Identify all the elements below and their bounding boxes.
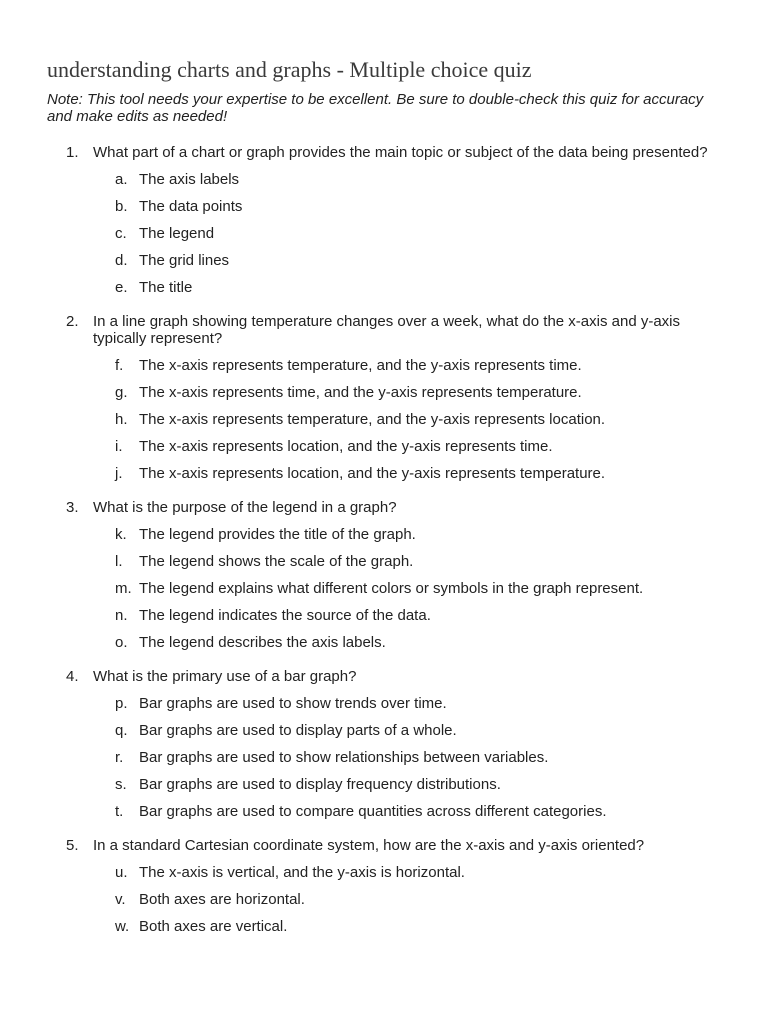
question-item <box>47 837 727 935</box>
option-text: Bar graphs are used to show trends over time. <box>139 695 447 712</box>
option-text: The legend explains what different colors or symbols in the graph represent. <box>139 580 644 597</box>
option-letter: v. <box>115 891 126 908</box>
option-letter: k. <box>115 526 127 543</box>
option-text: Bar graphs are used to display parts of a whole. <box>139 722 457 739</box>
document-note: Note: This tool needs your expertise to be excellent. Be sure to double-check this quiz for accuracy and make edits as needed! <box>47 91 704 125</box>
question-number: 5. <box>66 837 79 854</box>
option-item <box>47 279 727 296</box>
option-text: The x-axis represents time, and the y-axis represents temperature. <box>139 384 582 401</box>
option-letter: l. <box>115 553 123 570</box>
option-text: The legend describes the axis labels. <box>139 634 386 651</box>
option-item <box>47 803 727 820</box>
option-item <box>47 171 727 188</box>
question-item <box>47 144 727 296</box>
question-number: 1. <box>66 144 79 161</box>
option-text: The legend provides the title of the graph. <box>139 526 416 543</box>
option-text: The x-axis represents location, and the y-axis represents time. <box>139 438 553 455</box>
option-item <box>47 695 727 712</box>
option-item <box>47 918 727 935</box>
option-text: The grid lines <box>139 252 230 269</box>
option-list <box>47 526 727 651</box>
option-letter: p. <box>115 695 128 712</box>
question-item <box>47 313 727 482</box>
question-number: 3. <box>66 499 79 516</box>
question-text: What is the purpose of the legend in a graph? <box>93 499 397 516</box>
option-letter: o. <box>115 634 128 651</box>
option-letter: n. <box>115 607 128 624</box>
option-text: The x-axis represents location, and the y-axis represents temperature. <box>139 465 606 482</box>
option-text: Bar graphs are used to compare quantities across different categories. <box>139 803 607 820</box>
option-letter: u. <box>115 864 128 881</box>
option-item <box>47 198 727 215</box>
question-text: In a line graph showing temperature changes over a week, what do the x-axis and y-axis typically represent? <box>93 313 680 347</box>
option-letter: q. <box>115 722 128 739</box>
option-letter: s. <box>115 776 127 793</box>
option-text: Both axes are vertical. <box>139 918 288 935</box>
option-text: The data points <box>139 198 243 215</box>
option-item <box>47 225 727 242</box>
option-text: The axis labels <box>139 171 240 188</box>
option-item <box>47 607 727 624</box>
option-list <box>47 695 727 820</box>
option-letter: g. <box>115 384 128 401</box>
question-text: What is the primary use of a bar graph? <box>93 668 357 685</box>
option-text: The legend indicates the source of the data. <box>139 607 431 624</box>
option-letter: a. <box>115 171 128 188</box>
option-letter: h. <box>115 411 128 428</box>
option-item <box>47 776 727 793</box>
question-list <box>47 144 727 935</box>
option-list <box>47 171 727 296</box>
option-letter: m. <box>115 580 132 597</box>
option-text: Both axes are horizontal. <box>139 891 305 908</box>
question-item <box>47 499 727 651</box>
option-letter: b. <box>115 198 128 215</box>
option-text: The x-axis represents temperature, and the y-axis represents location. <box>139 411 606 428</box>
option-letter: t. <box>115 803 124 820</box>
option-item <box>47 553 727 570</box>
option-text: Bar graphs are used to display frequency distributions. <box>139 776 501 793</box>
option-list <box>47 864 727 935</box>
quiz-document <box>47 56 727 952</box>
option-item <box>47 252 727 269</box>
option-item <box>47 465 727 482</box>
option-text: The legend shows the scale of the graph. <box>139 553 414 570</box>
option-letter: i. <box>115 438 123 455</box>
option-letter: c. <box>115 225 127 242</box>
option-letter: d. <box>115 252 128 269</box>
question-text: What part of a chart or graph provides the main topic or subject of the data being presented? <box>93 144 708 161</box>
question-number: 2. <box>66 313 79 330</box>
option-item <box>47 634 727 651</box>
option-item <box>47 526 727 543</box>
option-text: The x-axis represents temperature, and the y-axis represents time. <box>139 357 582 374</box>
option-item <box>47 749 727 766</box>
option-text: The legend <box>139 225 215 242</box>
question-number: 4. <box>66 668 79 685</box>
option-item <box>47 438 727 455</box>
option-text: Bar graphs are used to show relationships between variables. <box>139 749 549 766</box>
question-text: In a standard Cartesian coordinate system, how are the x-axis and y-axis oriented? <box>93 837 645 854</box>
option-item <box>47 384 727 401</box>
option-list <box>47 357 727 482</box>
option-letter: e. <box>115 279 128 296</box>
option-text: The title <box>139 279 193 296</box>
option-text: The x-axis is vertical, and the y-axis is horizontal. <box>139 864 465 881</box>
document-title: understanding charts and graphs - Multiple choice quiz <box>47 57 532 82</box>
option-item <box>47 864 727 881</box>
question-item <box>47 668 727 820</box>
option-item <box>47 891 727 908</box>
option-letter: r. <box>115 749 124 766</box>
option-letter: w. <box>115 918 130 935</box>
option-item <box>47 580 727 597</box>
option-letter: f. <box>115 357 124 374</box>
option-item <box>47 357 727 374</box>
option-item <box>47 411 727 428</box>
option-item <box>47 722 727 739</box>
option-letter: j. <box>115 465 123 482</box>
